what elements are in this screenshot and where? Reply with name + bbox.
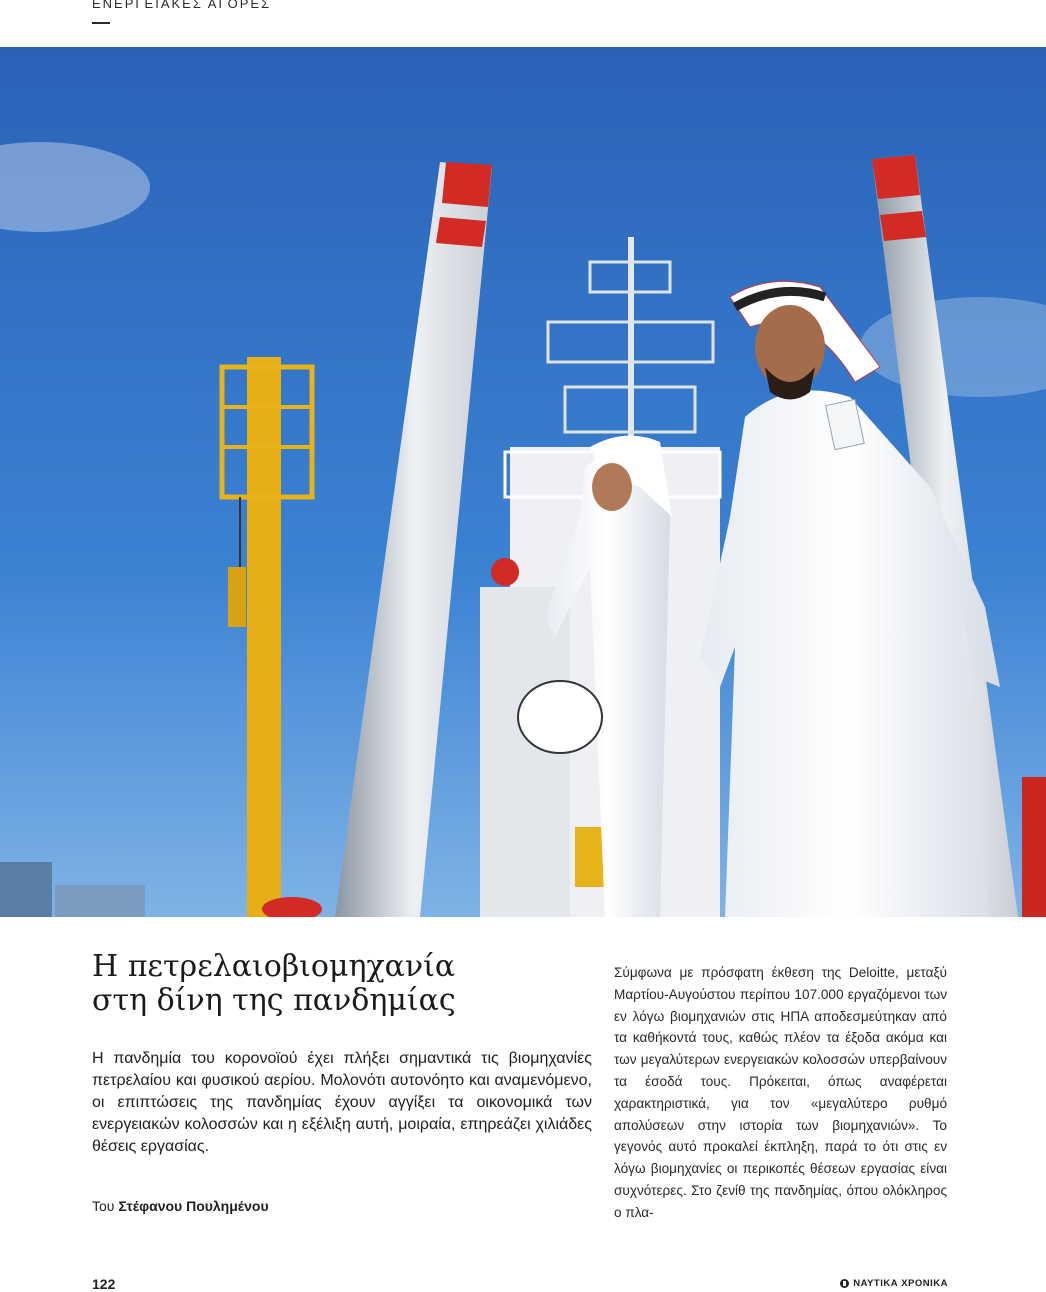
magazine-title: ΝΑΥΤΙΚΑ ΧΡΟΝΙΚΑ — [853, 1278, 948, 1289]
page-number: 122 — [92, 1276, 116, 1292]
headline-line-1: Η πετρελαιοβιομηχανία — [92, 949, 456, 984]
byline-prefix: Του — [92, 1198, 119, 1214]
article-photo — [0, 47, 1046, 917]
article-headline — [92, 950, 512, 1018]
article-lead: Η πανδημία του κορονοϊού έχει πλήξει σημαντικά τις βιομηχανίες πετρελαίου και φυσικού αερίου. Μολονότι αυτονόητο και αναμενόμενο, οι επιπτώσεις της πανδημίας έχουν αγγίξει τα οικονομικά των ενεργειακών κολοσσών και η εξέλιξη αυτή, μοιραία, επηρεάζει χιλιάδες θέσεις εργασίας. — [92, 1050, 592, 1155]
article-body: Σύμφωνα με πρόσφατη έκθεση της Deloitte, μεταξύ Μαρτίου-Αυγούστου περίπου 107.000 εργαζόμενοι των εν λόγω βιομηχανιών στις ΗΠΑ αποδεσμεύτηκαν από τα καθήκοντά τους, καθώς πλέον τα έξοδα ακόμα και των μεγαλύτερων ενεργειακών κολοσσών υπερβαίνουν τα έσοδά τους. Πρόκειται, όπως αναφέρεται χαρακτηριστικά, για τον «μεγαλύτερο ρυθμό απολύσεων στην ιστορία των βιομηχανιών». Το γεγονός αυτό προκαλεί έκπληξη, παρά το ότι στις εν λόγω βιομηχανίες οι περικοπές θέσεων εργασίας είναι συχνότερες. Στο ζενίθ της πανδημίας, όπου ολόκληρος ο πλα- — [614, 965, 947, 1220]
section-label: ΕΝΕΡΓΕΙΑΚΕΣ ΑΓΟΡΕΣ — [92, 0, 272, 11]
headline-line-2: στη δίνη της πανδημίας — [92, 983, 456, 1018]
byline-author: Στέφανου Πουλημένου — [118, 1198, 269, 1214]
section-divider — [92, 22, 110, 24]
byline — [92, 1198, 269, 1214]
magazine-logo-icon — [840, 1279, 849, 1288]
magazine-name — [840, 1278, 948, 1289]
